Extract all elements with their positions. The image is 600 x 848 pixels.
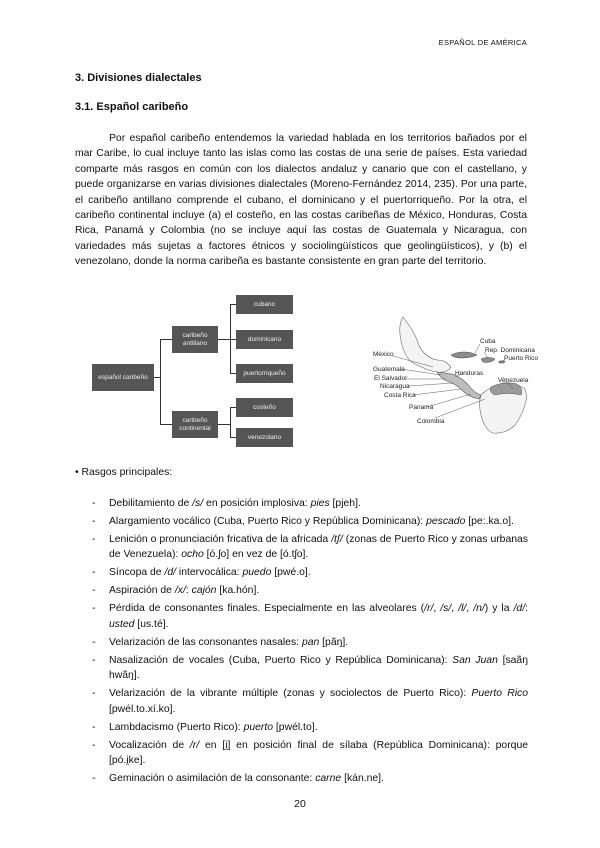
feature-text: Velarización de las consonantes nasales: [109, 636, 302, 648]
feature-text: [pwél.to]. [273, 721, 318, 733]
feature-example: pescado [426, 516, 466, 527]
feature-text: Lenición o pronunciación fricativa de la africada [109, 534, 332, 545]
feature-text: Lambdacismo (Puerto Rico): [109, 721, 244, 733]
feature-text: [pwél.to.xí.ko]. [109, 703, 176, 715]
feature-example: usted [109, 618, 135, 630]
list-dash: - [92, 567, 96, 579]
feature-item [92, 532, 528, 563]
map-label-mexico: México [373, 351, 394, 358]
feature-item [92, 686, 528, 717]
feature-example: /s/ [440, 603, 452, 615]
feature-text: ) y la [484, 603, 514, 615]
map-label-panama: Panamá [409, 404, 434, 411]
feature-text: [pãŋ]. [319, 636, 349, 648]
map-island-cuba [451, 352, 477, 358]
list-dash: - [92, 654, 96, 666]
feature-example: /d/ [513, 603, 526, 615]
tree-node-cubano: cubano [236, 295, 293, 314]
list-dash: - [92, 603, 96, 615]
feature-text: Síncopa de [109, 567, 165, 579]
map-leader-line [409, 383, 453, 386]
map-label-guatemala: Guatemala [373, 366, 405, 373]
map-leader-line [435, 399, 485, 418]
map-label-honduras: Honduras [455, 370, 484, 377]
feature-example: pies [310, 498, 330, 509]
list-dash: - [92, 636, 96, 648]
feature-example: Puerto Rico [471, 688, 528, 700]
list-dash: - [92, 721, 96, 733]
feature-item [92, 720, 528, 735]
list-dash: - [92, 516, 96, 527]
feature-text: [pjeh]. [329, 498, 361, 509]
feature-example: San Juan [452, 654, 498, 666]
feature-example: cajón [191, 585, 217, 597]
running-header: ESPAÑOL DE AMÉRICA [438, 38, 527, 47]
list-dash: - [92, 585, 96, 597]
map-island-hispaniola [481, 358, 495, 363]
feature-text: Debilitamiento de [109, 498, 193, 509]
tree-line [218, 424, 230, 425]
map-label-colombia: Colombia [417, 418, 445, 425]
feature-text: Pérdida de consonantes finales. Especialmente en las alveolares ( [109, 603, 425, 615]
feature-text: en [i̯] en posición final de sílaba (República Dominicana): porque [pó.i̯ke]. [109, 739, 529, 767]
dialect-tree-diagram [92, 292, 302, 452]
feature-text: , [466, 603, 474, 615]
feature-item [92, 496, 528, 511]
map-leader-line [475, 344, 480, 353]
list-dash: - [92, 739, 96, 751]
tree-node-costeno: costeño [236, 398, 293, 417]
caribbean-map [363, 315, 538, 435]
list-dash: - [92, 498, 96, 509]
list-dash: - [92, 688, 96, 700]
rasgos-heading: • Rasgos principales: [75, 467, 173, 478]
feature-item [92, 583, 528, 598]
feature-text: Geminación o asimilación de la consonante: [109, 773, 316, 785]
feature-example: carne [315, 773, 342, 785]
feature-example: /r/ [424, 603, 434, 615]
feature-text: , [433, 603, 441, 615]
feature-example: /r/ [189, 739, 200, 751]
list-dash: - [92, 534, 96, 545]
feature-item [92, 601, 528, 632]
map-label-costa-rica: Costa Rica [384, 392, 416, 399]
feature-example: /s/ [192, 498, 204, 509]
tree-line [160, 339, 172, 340]
tree-node-continental: caribeño continental [172, 411, 218, 438]
feature-example: /x/ [174, 585, 186, 597]
page-number: 20 [294, 798, 306, 810]
tree-line [218, 339, 230, 340]
tree-line [230, 407, 231, 437]
map-label-nicaragua: Nicaragua [380, 383, 410, 390]
map-leader-line [427, 394, 471, 407]
feature-text: intervocálica: [176, 567, 243, 579]
map-label-cuba: Cuba [480, 338, 496, 345]
subsection-title: 3.1. Español caribeño [75, 101, 189, 113]
map-leader-line [413, 389, 461, 395]
feature-item [92, 514, 528, 529]
feature-text: : [525, 603, 528, 615]
feature-example: /tʃ/ [331, 534, 343, 545]
feature-text: [pe:.ka.o]. [465, 516, 514, 527]
feature-item [92, 635, 528, 650]
feature-text: [pwé.o]. [271, 567, 311, 579]
feature-item [92, 653, 528, 684]
feature-example: /n/ [473, 603, 485, 615]
feature-text: Vocalización de [109, 739, 190, 751]
feature-text: en posición implosiva: [203, 498, 311, 509]
map-label-rep-dominicana: Rep. Dominicana [485, 347, 535, 354]
feature-text: Velarización de la vibrante múltiple (zonas y sociolectos de Puerto Rico): [109, 688, 472, 700]
tree-node-antillano: caribeño antillano [172, 326, 218, 353]
feature-item [92, 738, 528, 769]
map-label-puerto-rico: Puerto Rico [504, 355, 538, 362]
intro-paragraph: Por español caribeño entendemos la variedad hablada en los territorios bañados por el mar Caribe, lo cual incluye tanto las islas como las costas de una serie de países. Esta variedad comparte más rasgos en común con los dialectos andaluz y canario que con el castellano, y puede organizarse en varias divisiones dialectales (Moreno-Fernández 2014, 235). Por una parte, el caribeño antillano comprende el cubano, el dominicano y el puertorriqueño. Por la otra, el caribeño continental incluye (a) el costeño, en las costas caribeñas de México, Honduras, Costa Rica, Panamá y Colombia (no se incluye aquí las costas de Guatemala y Nicaragua, con variedades más sujetas a factores étnicos y sociolingüísticos que geolingüísticos), y (b) el venezolano, donde la norma caribeña es bastante consistente en gran parte del territorio. [75, 133, 527, 268]
feature-text: [kán.ne]. [341, 773, 384, 785]
tree-node-venezolano: venezolano [236, 428, 293, 447]
feature-text: [us.té]. [134, 618, 169, 630]
feature-text: Aspiración de [109, 585, 175, 597]
features-list [92, 496, 528, 789]
map-label-venezuela: Venezuela [498, 377, 529, 384]
map-landmass-mexico [400, 317, 451, 372]
feature-example: /l/ [458, 603, 467, 615]
feature-text: [ka.hón]. [216, 585, 260, 597]
feature-example: puedo [242, 567, 272, 579]
map-label-el-salvador: El Salvador [374, 375, 408, 382]
section-title: 3. Divisiones dialectales [75, 72, 202, 84]
map-coast-venezuela-shaded [490, 383, 522, 395]
feature-example: ocho [181, 549, 204, 561]
tree-line [160, 424, 172, 425]
feature-text: (zonas de Puerto Rico y zonas urbanas de Venezuela): [109, 534, 528, 561]
feature-item [92, 565, 528, 580]
tree-node-root: español caribeño [92, 364, 154, 391]
feature-text: Nasalización de vocales (Cuba, Puerto Rico y República Dominicana): [109, 654, 453, 666]
feature-item [92, 771, 528, 786]
feature-text: : [185, 585, 192, 597]
list-dash: - [92, 773, 96, 785]
feature-text: , [451, 603, 459, 615]
feature-text: Alargamiento vocálico (Cuba, Puerto Rico y República Dominicana): [109, 516, 427, 527]
feature-example: pan [301, 636, 320, 648]
feature-example: puerto [243, 721, 274, 733]
feature-text: [ó.ʃo] en vez de [ó.tʃo]. [203, 549, 309, 561]
tree-node-puertorriqueno: puertorriqueño [236, 364, 293, 383]
feature-text: [saãŋ hwãŋ]. [109, 654, 528, 682]
tree-node-dominicano: dominicano [236, 330, 293, 349]
tree-line [160, 339, 161, 425]
feature-example: /d/ [164, 567, 177, 579]
